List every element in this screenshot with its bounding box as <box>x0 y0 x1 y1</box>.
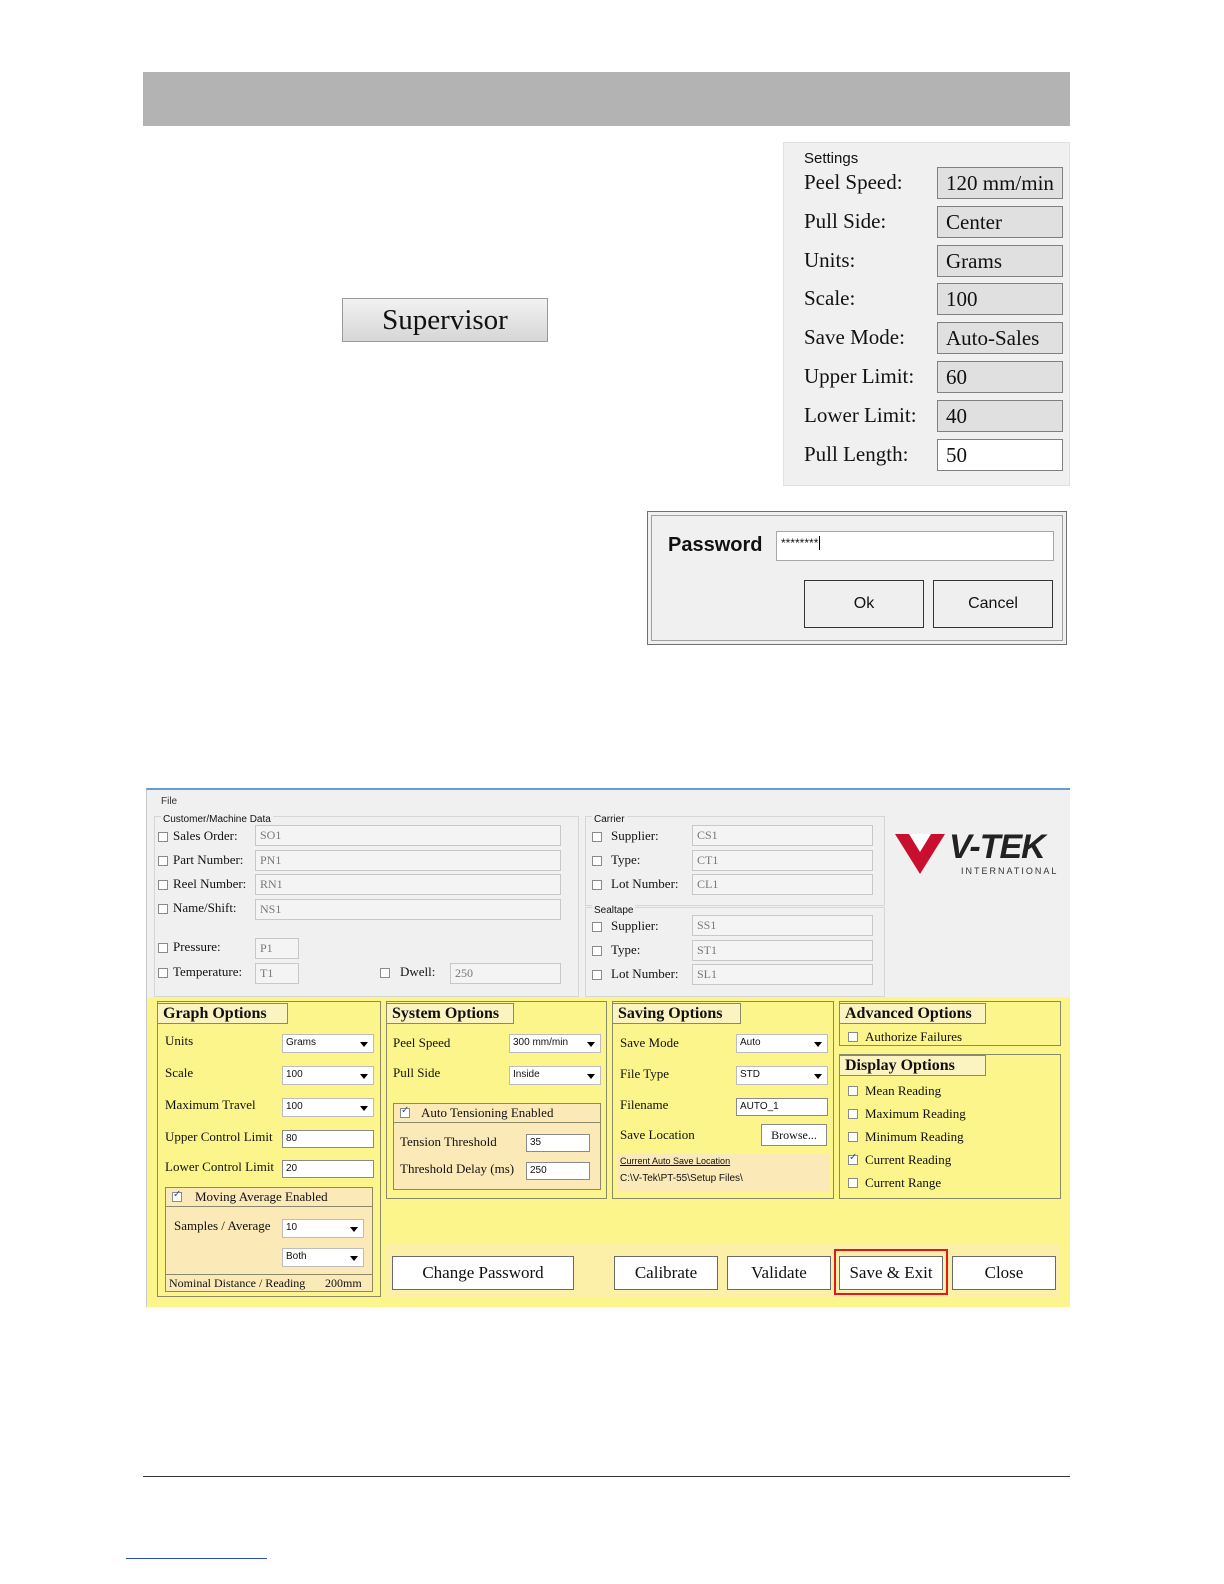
settings-value: 100 <box>937 283 1063 315</box>
sealtape-title: Sealtape <box>594 905 634 916</box>
vtek-logo <box>895 830 1067 880</box>
carrier-type-checkbox[interactable] <box>592 856 602 866</box>
settings-row-pull-side <box>804 206 1064 238</box>
settings-label: Pull Length: <box>804 442 909 466</box>
settings-label: Upper Limit: <box>804 364 915 388</box>
customer-machine-title: Customer/Machine Data <box>163 814 271 825</box>
sealtape-supplier-checkbox[interactable] <box>592 922 602 932</box>
carrier-lot-label: Lot Number: <box>611 876 679 891</box>
nominal-label: Nominal Distance / Reading <box>169 1276 306 1290</box>
scale-select[interactable]: 100 <box>282 1066 374 1085</box>
temperature-field[interactable]: T1 <box>255 963 299 984</box>
settings-label: Save Mode: <box>804 325 905 349</box>
settings-value: 40 <box>937 400 1063 432</box>
pull-length-input[interactable]: 50 <box>937 439 1063 471</box>
auto-tension-label: Auto Tensioning Enabled <box>421 1105 554 1120</box>
mean-reading-checkbox[interactable] <box>848 1086 858 1096</box>
dwell-field[interactable]: 250 <box>450 963 561 984</box>
current-range-label: Current Range <box>865 1175 942 1190</box>
authorize-failures-checkbox[interactable] <box>848 1032 858 1042</box>
sales-order-field[interactable]: SO1 <box>255 825 561 846</box>
dwell-checkbox[interactable] <box>380 968 390 978</box>
setup-window <box>146 788 1070 1307</box>
settings-value: Auto-Sales <box>937 322 1063 354</box>
carrier-supplier-label: Supplier: <box>611 828 659 843</box>
settings-row-lower-limit <box>804 400 1064 432</box>
ok-button[interactable]: Ok <box>804 580 924 628</box>
saving-options-title: Saving Options <box>612 1003 741 1024</box>
password-input[interactable] <box>776 531 1054 561</box>
filename-input[interactable]: AUTO_1 <box>736 1098 828 1116</box>
pull-side-label: Pull Side <box>393 1065 441 1080</box>
settings-value: 120 mm/min <box>937 167 1063 199</box>
both-select[interactable]: Both <box>282 1248 364 1267</box>
sealtape-supplier-label: Supplier: <box>611 918 659 933</box>
carrier-supplier-field[interactable]: CS1 <box>692 825 873 846</box>
supervisor-button[interactable]: Supervisor <box>342 298 548 342</box>
authorize-failures-label: Authorize Failures <box>865 1029 963 1044</box>
change-password-button[interactable]: Change Password <box>392 1256 574 1290</box>
settings-row-scale <box>804 283 1064 315</box>
file-type-label: File Type <box>620 1066 670 1081</box>
moving-average-label: Moving Average Enabled <box>195 1189 328 1204</box>
current-range-checkbox[interactable] <box>848 1178 858 1188</box>
current-reading-label: Current Reading <box>865 1152 952 1167</box>
units-select[interactable]: Grams <box>282 1034 374 1053</box>
reel-number-checkbox[interactable] <box>158 880 168 890</box>
lcl-label: Lower Control Limit <box>165 1159 275 1174</box>
maximum-reading-checkbox[interactable] <box>848 1109 858 1119</box>
password-dialog <box>647 511 1067 645</box>
sales-order-checkbox[interactable] <box>158 832 168 842</box>
carrier-title: Carrier <box>594 814 625 825</box>
name-shift-field[interactable]: NS1 <box>255 899 561 920</box>
maximum-reading-label: Maximum Reading <box>865 1106 966 1121</box>
pressure-label: Pressure: <box>173 939 221 954</box>
reel-number-label: Reel Number: <box>173 876 247 891</box>
sealtape-lot-field[interactable]: SL1 <box>692 964 873 985</box>
max-travel-label: Maximum Travel <box>165 1097 256 1112</box>
name-shift-checkbox[interactable] <box>158 904 168 914</box>
reel-number-field[interactable]: RN1 <box>255 874 561 895</box>
password-mask: ******** <box>781 536 819 550</box>
threshold-delay-input[interactable]: 250 <box>526 1162 590 1180</box>
part-number-label: Part Number: <box>173 852 244 867</box>
temperature-checkbox[interactable] <box>158 968 168 978</box>
tension-threshold-label: Tension Threshold <box>400 1134 497 1149</box>
threshold-delay-label: Threshold Delay (ms) <box>400 1161 515 1176</box>
temperature-label: Temperature: <box>173 964 243 979</box>
advanced-options-title: Advanced Options <box>839 1003 986 1024</box>
settings-row-pull-length[interactable] <box>804 439 1064 471</box>
settings-label: Units: <box>804 248 856 272</box>
settings-row-units <box>804 245 1064 277</box>
settings-panel <box>783 142 1070 486</box>
close-button[interactable]: Close <box>952 1256 1056 1290</box>
footer-divider <box>143 1476 1070 1477</box>
file-type-select[interactable]: STD <box>736 1066 828 1085</box>
sealtape-lot-label: Lot Number: <box>611 966 679 981</box>
pressure-field[interactable]: P1 <box>255 938 299 959</box>
sealtape-type-field[interactable]: ST1 <box>692 940 873 961</box>
settings-label: Pull Side: <box>804 209 887 233</box>
settings-value: Center <box>937 206 1063 238</box>
calibrate-button[interactable]: Calibrate <box>614 1256 718 1290</box>
minimum-reading-checkbox[interactable] <box>848 1132 858 1142</box>
tension-threshold-input[interactable]: 35 <box>526 1134 590 1152</box>
nominal-value: 200mm <box>325 1276 362 1290</box>
settings-value: 60 <box>937 361 1063 393</box>
auto-tension-checkbox[interactable] <box>400 1108 410 1118</box>
settings-row-peel-speed <box>804 167 1064 199</box>
carrier-lot-checkbox[interactable] <box>592 880 602 890</box>
logo-brand: V-TEK <box>949 828 1045 866</box>
sealtape-supplier-field[interactable]: SS1 <box>692 915 873 936</box>
part-number-field[interactable]: PN1 <box>255 850 561 871</box>
ucl-label: Upper Control Limit <box>165 1129 273 1144</box>
samples-label: Samples / Average <box>174 1218 271 1233</box>
mean-reading-label: Mean Reading <box>865 1083 942 1098</box>
settings-title: Settings <box>804 150 859 167</box>
current-location-value: C:\V-Tek\PT-55\Setup Files\ <box>620 1173 743 1184</box>
peel-speed-label: Peel Speed <box>393 1035 451 1050</box>
file-menu[interactable]: File <box>161 796 178 807</box>
filename-label: Filename <box>620 1097 669 1112</box>
lcl-input[interactable]: 20 <box>282 1160 374 1178</box>
sealtape-type-label: Type: <box>611 942 641 957</box>
settings-row-upper-limit <box>804 361 1064 393</box>
minimum-reading-label: Minimum Reading <box>865 1129 964 1144</box>
part-number-checkbox[interactable] <box>158 856 168 866</box>
pressure-checkbox[interactable] <box>158 943 168 953</box>
peel-speed-select[interactable]: 300 mm/min <box>509 1034 601 1053</box>
sales-order-label: Sales Order: <box>173 828 238 843</box>
system-options-title: System Options <box>386 1003 514 1024</box>
save-exit-button[interactable]: Save & Exit <box>839 1256 943 1290</box>
carrier-supplier-checkbox[interactable] <box>592 832 602 842</box>
settings-row-save-mode <box>804 322 1064 354</box>
dwell-label: Dwell: <box>400 964 436 979</box>
options-area <box>147 997 1070 1307</box>
settings-label: Lower Limit: <box>804 403 917 427</box>
password-label: Password <box>668 534 763 556</box>
save-mode-label: Save Mode <box>620 1035 679 1050</box>
display-options-title: Display Options <box>839 1055 986 1076</box>
footer-link-underline <box>126 1558 267 1559</box>
save-mode-select[interactable]: Auto <box>736 1034 828 1053</box>
max-travel-select[interactable]: 100 <box>282 1098 374 1117</box>
carrier-lot-field[interactable]: CL1 <box>692 874 873 895</box>
divider <box>165 1274 373 1275</box>
carrier-type-label: Type: <box>611 852 641 867</box>
graph-options-title: Graph Options <box>157 1003 288 1024</box>
samples-select[interactable]: 10 <box>282 1219 364 1238</box>
vtek-logo-icon <box>895 832 945 876</box>
save-location-label: Save Location <box>620 1127 695 1142</box>
carrier-type-field[interactable]: CT1 <box>692 850 873 871</box>
browse-button[interactable]: Browse... <box>761 1124 827 1146</box>
logo-sub: INTERNATIONAL <box>961 866 1059 876</box>
cancel-button[interactable]: Cancel <box>933 580 1053 628</box>
moving-average-checkbox[interactable] <box>172 1192 182 1202</box>
current-location-label: Current Auto Save Location <box>620 1156 731 1166</box>
units-label: Units <box>165 1033 194 1048</box>
sealtape-lot-checkbox[interactable] <box>592 970 602 980</box>
name-shift-label: Name/Shift: <box>173 900 237 915</box>
settings-label: Peel Speed: <box>804 170 903 194</box>
current-reading-checkbox[interactable] <box>848 1155 858 1165</box>
settings-label: Scale: <box>804 286 856 310</box>
scale-label: Scale <box>165 1065 194 1080</box>
section-header-band <box>143 72 1070 126</box>
sealtape-type-checkbox[interactable] <box>592 946 602 956</box>
settings-value: Grams <box>937 245 1063 277</box>
ucl-input[interactable]: 80 <box>282 1130 374 1148</box>
validate-button[interactable]: Validate <box>727 1256 831 1290</box>
pull-side-select[interactable]: Inside <box>509 1066 601 1085</box>
